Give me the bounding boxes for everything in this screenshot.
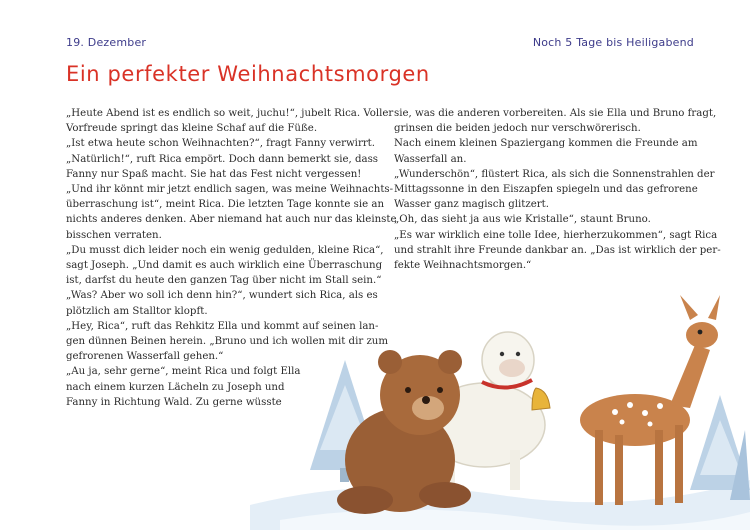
text-line: sagt Joseph. „Und damit es auch wirklich eine Überraschung	[66, 260, 383, 272]
text-column-right	[394, 106, 721, 273]
text-line: Fanny in Richtung Wald. Zu gerne wüsste	[66, 396, 282, 408]
countdown-label: Noch 5 Tage bis Heiligabend	[532, 36, 694, 49]
text-line: ist, darfst du heute den ganzen Tag über nicht im Stall sein.“	[66, 275, 382, 287]
text-line: Vorfreude springt das kleine Schaf auf die Füße.	[66, 123, 318, 135]
text-line: und strahlt ihre Freunde dankbar an. „Das ist wirklich der per-	[394, 244, 721, 256]
text-line: bisschen verraten.	[66, 229, 162, 241]
text-line: „Heute Abend ist es endlich so weit, juchu!“, jubelt Rica. Voller	[66, 108, 394, 119]
text-line: „Hey, Rica“, ruft das Rehkitz Ella und kommt auf seinen lan-	[66, 320, 379, 332]
text-line: plötzlich am Stalltor klopft.	[66, 305, 208, 317]
text-line: „Es war wirklich eine tolle Idee, hierherzukommen“, sagt Rica	[394, 229, 718, 241]
text-line: Wasserfall an.	[394, 153, 467, 165]
text-line: „Wunderschön“, flüstert Rica, als sich die Sonnenstrahlen der	[394, 168, 715, 180]
text-line: gefrorenen Wasserfall gehen.“	[66, 351, 224, 363]
text-line: überraschung ist“, meint Rica. Die letzten Tage konnte sie an	[66, 199, 385, 211]
story-title: Ein perfekter Weihnachtsmorgen	[66, 62, 430, 86]
page-date: 19. Dezember	[66, 36, 147, 49]
text-line: fekte Weihnachtsmorgen.“	[394, 260, 532, 272]
text-line: „Au ja, sehr gerne“, meint Rica und folgt Ella	[66, 366, 301, 378]
text-line: „Was? Aber wo soll ich denn hin?“, wundert sich Rica, als es	[66, 290, 378, 302]
text-line: Wasser ganz magisch glitzert.	[394, 199, 549, 211]
text-line: „Und ihr könnt mir jetzt endlich sagen, was meine Weihnachts-	[66, 184, 394, 196]
text-line: gen dünnen Beinen herein. „Bruno und ich wollen mit dir zum	[66, 336, 389, 348]
text-line: nach einem kurzen Lächeln zu Joseph und	[66, 381, 285, 393]
text-line: „Ist etwa heute schon Weihnachten?“, fragt Fanny verwirrt.	[66, 138, 376, 150]
text-line: Nach einem kleinen Spaziergang kommen die Freunde am	[394, 138, 698, 150]
text-line: sie, was die anderen vorbereiten. Als sie Ella und Bruno fragt,	[394, 108, 717, 119]
text-line: „Oh, das sieht ja aus wie Kristalle“, staunt Bruno.	[394, 214, 651, 226]
bell-icon	[532, 388, 550, 410]
text-line: nichts anderes denken. Aber niemand hat auch nur das kleinste	[66, 214, 397, 226]
text-line: „Natürlich!“, ruft Rica empört. Doch dann bemerkt sie, dass	[66, 153, 379, 165]
snowy-tree-right	[690, 395, 750, 500]
text-line: grinsen die beiden jedoch nur verschwörerisch.	[394, 123, 641, 135]
text-line: Mittagssonne in den Eiszapfen spiegeln und das gefrorene	[394, 184, 698, 196]
text-line: Fanny nur Spaß macht. Sie hat das Fest nicht vergessen!	[66, 168, 362, 180]
text-line: „Du musst dich leider noch ein wenig gedulden, kleine Rica“,	[66, 244, 384, 256]
illustration	[250, 290, 750, 530]
